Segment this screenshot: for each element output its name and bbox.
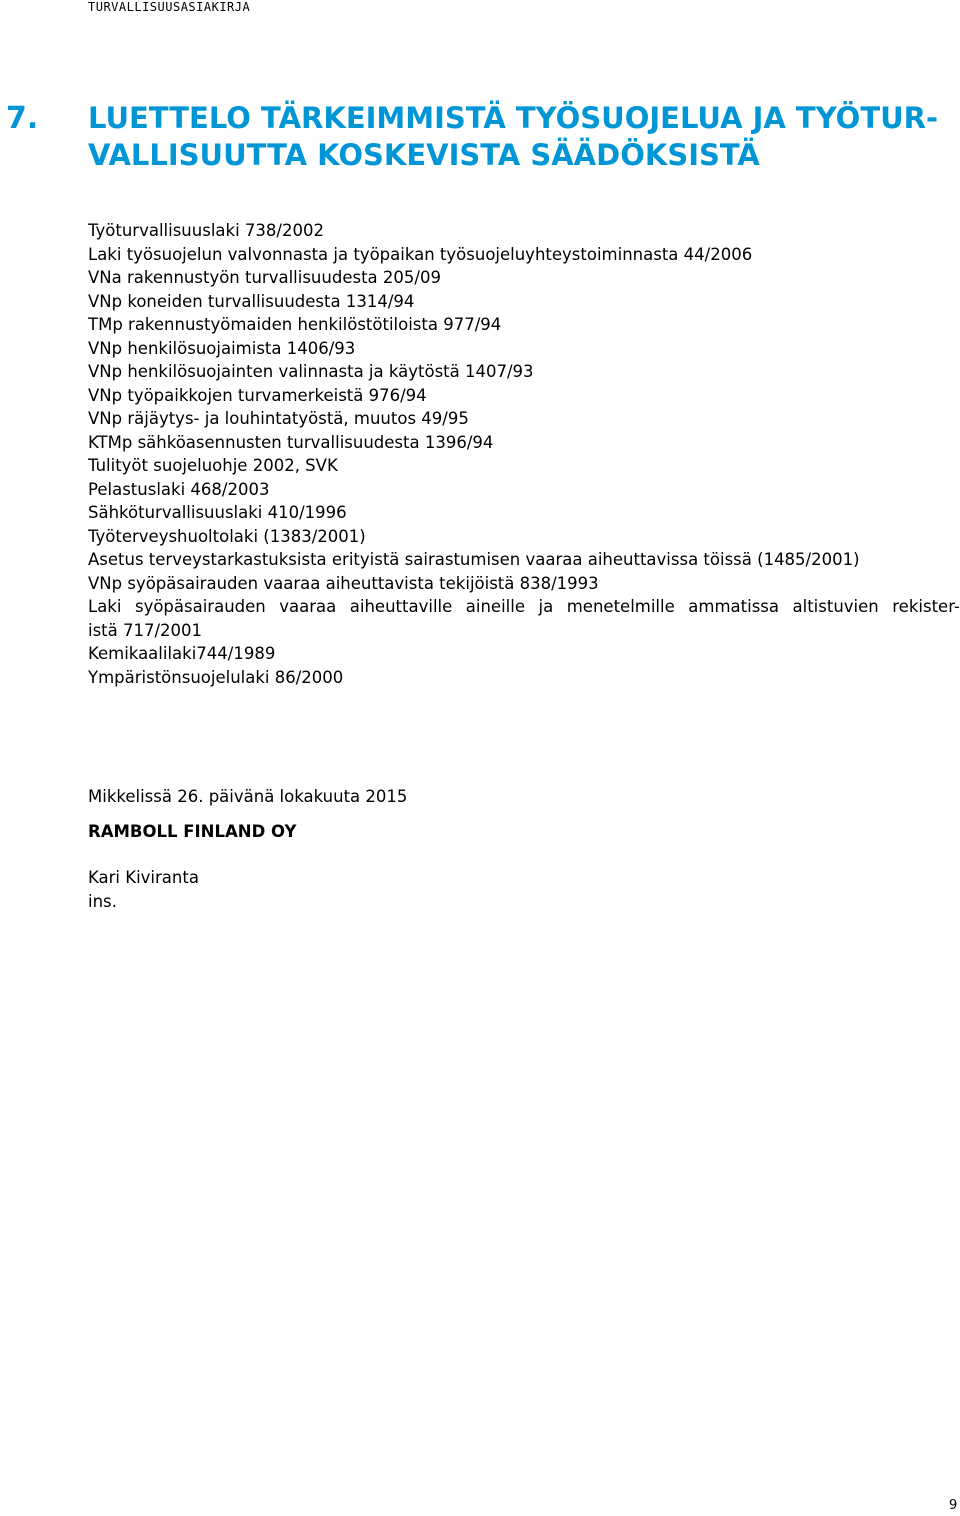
page-number: 9 xyxy=(949,1498,958,1513)
section-title xyxy=(88,100,948,174)
regulation-item: VNa rakennustyön turvallisuudesta 205/09 xyxy=(88,268,441,287)
regulation-list xyxy=(88,219,960,689)
word: altistuvien xyxy=(792,597,879,616)
signer-title: ins. xyxy=(88,891,117,911)
word: rekister- xyxy=(892,597,960,616)
section-number: 7. xyxy=(6,101,39,136)
regulation-item-wrapped xyxy=(88,595,960,642)
regulation-item: Asetus terveystarkastuksista erityistä sairastumisen vaaraa aiheuttavissa töissä (1485/2001) xyxy=(88,550,860,569)
word: aineille xyxy=(465,597,525,616)
section-title-line-1: LUETTELO TÄRKEIMMISTÄ TYÖSUOJELUA JA TYÖTUR- xyxy=(88,101,939,135)
regulation-item: VNp henkilösuojaimista 1406/93 xyxy=(88,338,356,358)
regulation-wrapped-line-2: istä 717/2001 xyxy=(88,620,203,640)
regulation-item: Sähköturvallisuuslaki 410/1996 xyxy=(88,503,347,522)
regulation-item: Pelastuslaki 468/2003 xyxy=(88,479,270,499)
word: menetelmille xyxy=(566,597,675,616)
regulation-item: Työterveyshuoltolaki (1383/2001) xyxy=(88,526,366,546)
regulation-item: VNp syöpäsairauden vaaraa aiheuttavista tekijöistä 838/1993 xyxy=(88,573,599,593)
regulation-item: VNp työpaikkojen turvamerkeistä 976/94 xyxy=(88,385,427,405)
regulation-item: TMp rakennustyömaiden henkilöstötiloista 977/94 xyxy=(88,315,502,334)
word: aiheuttaville xyxy=(349,597,453,616)
regulation-item: KTMp sähköasennusten turvallisuudesta 1396/94 xyxy=(88,432,494,452)
signer-name: Kari Kiviranta xyxy=(88,868,199,887)
regulation-item: VNp räjäytys- ja louhintatyöstä, muutos 49/95 xyxy=(88,409,469,428)
running-header: TURVALLISUUSASIAKIRJA xyxy=(88,0,251,14)
regulation-item: Tulityöt suojeluohje 2002, SVK xyxy=(88,456,338,475)
place-date: Mikkelissä 26. päivänä lokakuuta 2015 xyxy=(88,787,408,806)
regulation-item: VNp koneiden turvallisuudesta 1314/94 xyxy=(88,291,415,311)
regulation-item: Kemikaalilaki744/1989 xyxy=(88,644,276,663)
regulation-wrapped-line-1 xyxy=(88,595,960,619)
signer-block xyxy=(88,866,199,913)
regulation-item: Työturvallisuuslaki 738/2002 xyxy=(88,221,324,240)
company-name: RAMBOLL FINLAND OY xyxy=(88,822,297,841)
section-title-line-2: VALLISUUTTA KOSKEVISTA SÄÄDÖKSISTÄ xyxy=(88,138,760,172)
word: Laki xyxy=(88,597,122,616)
word: vaaraa xyxy=(279,597,337,616)
word: ammatissa xyxy=(688,597,779,616)
regulation-item: Laki työsuojelun valvonnasta ja työpaikan työsuojeluyhteystoiminnasta 44/2006 xyxy=(88,244,753,264)
word: syöpäsairauden xyxy=(134,597,266,616)
regulation-item: VNp henkilösuojainten valinnasta ja käytöstä 1407/93 xyxy=(88,362,534,381)
word: ja xyxy=(538,597,554,616)
regulation-item: Ympäristönsuojelulaki 86/2000 xyxy=(88,667,344,687)
